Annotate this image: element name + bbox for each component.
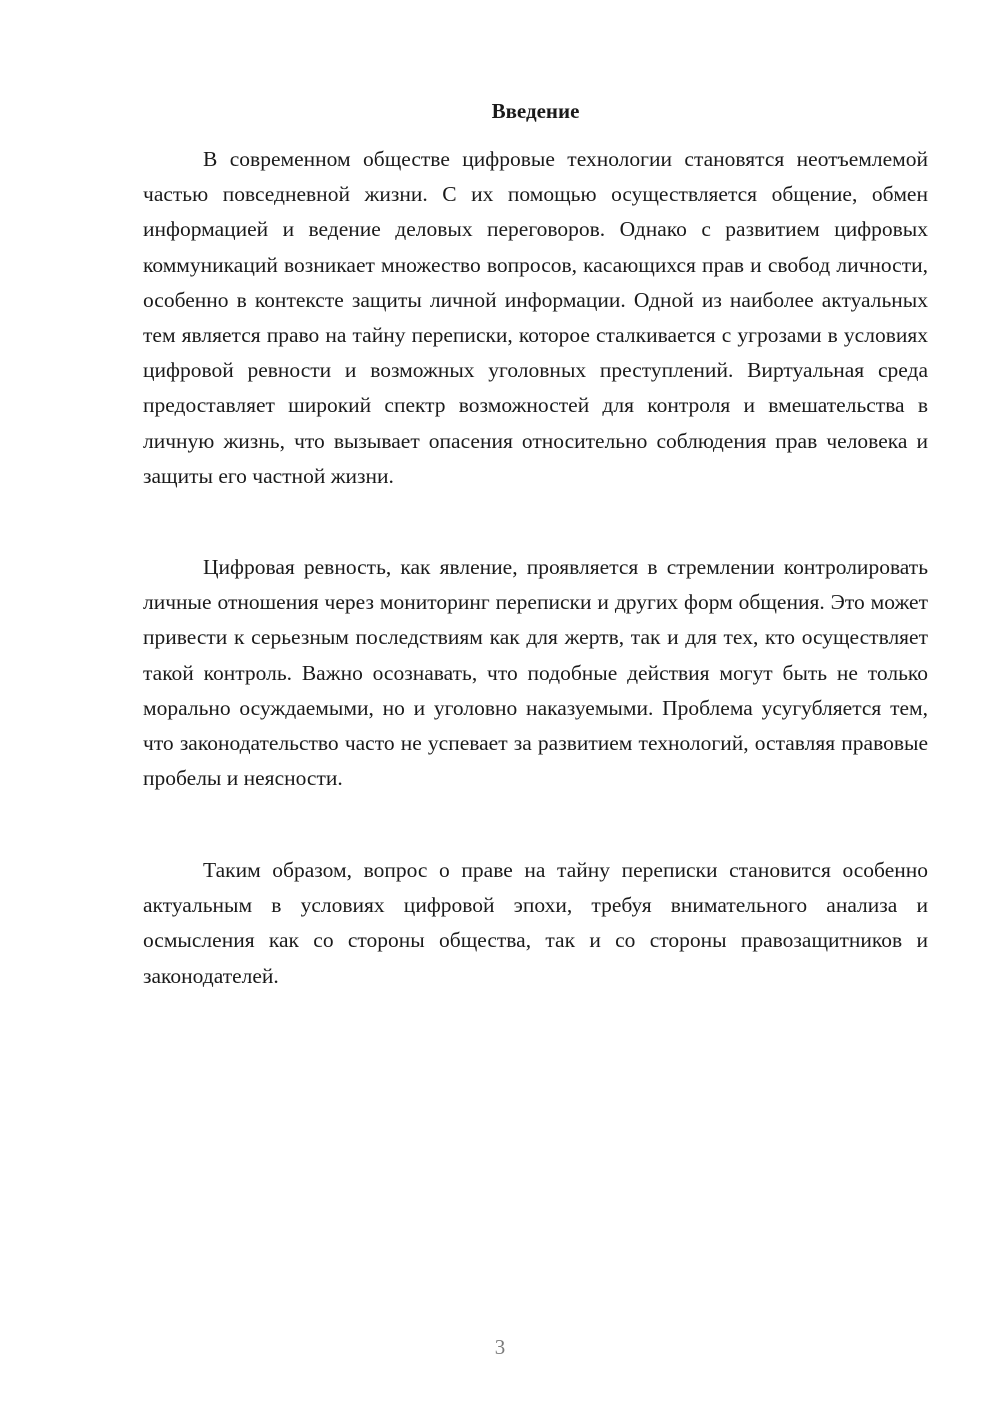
- paragraph-2: Цифровая ревность, как явление, проявляется в стремлении контролировать личные отношения через мониторинг переписки и других форм общения. Это может привести к серьезным последствиям как для жертв, так и для тех, кто осуществляет такой контроль. Важно осознавать, что подобные действия могут быть не только морально осуждаемыми, но и уголовно наказуемыми. Проблема усугубляется тем, что законодательство часто не успевает за развитием технологий, оставляя правовые пробелы и неясности.: [143, 555, 928, 791]
- page-number: 3: [494, 1335, 506, 1359]
- paragraph-3: Таким образом, вопрос о праве на тайну переписки становится особенно актуальным в условиях цифровой эпохи, требуя внимательного анализа и осмысления как со стороны общества, так и со стороны правозащитников и законодателей.: [143, 858, 928, 988]
- paragraph-1: В современном обществе цифровые технологии становятся неотъемлемой частью повседневной жизни. С их помощью осуществляется общение, обмен информацией и ведение деловых переговоров. Однако с развитием цифровых коммуникаций возникает множество вопросов, касающихся прав и свобод личности, особенно в контексте защиты личной информации. Одной из наиболее актуальных тем является право на тайну переписки, которое сталкивается с угрозами в условиях цифровой ревности и возможных уголовных преступлений. Виртуальная среда предоставляет широкий спектр возможностей для контроля и вмешательства в личную жизнь, что вызывает опасения относительно соблюдения прав человека и защиты его частной жизни.: [143, 147, 928, 488]
- section-title: Введение: [491, 99, 580, 123]
